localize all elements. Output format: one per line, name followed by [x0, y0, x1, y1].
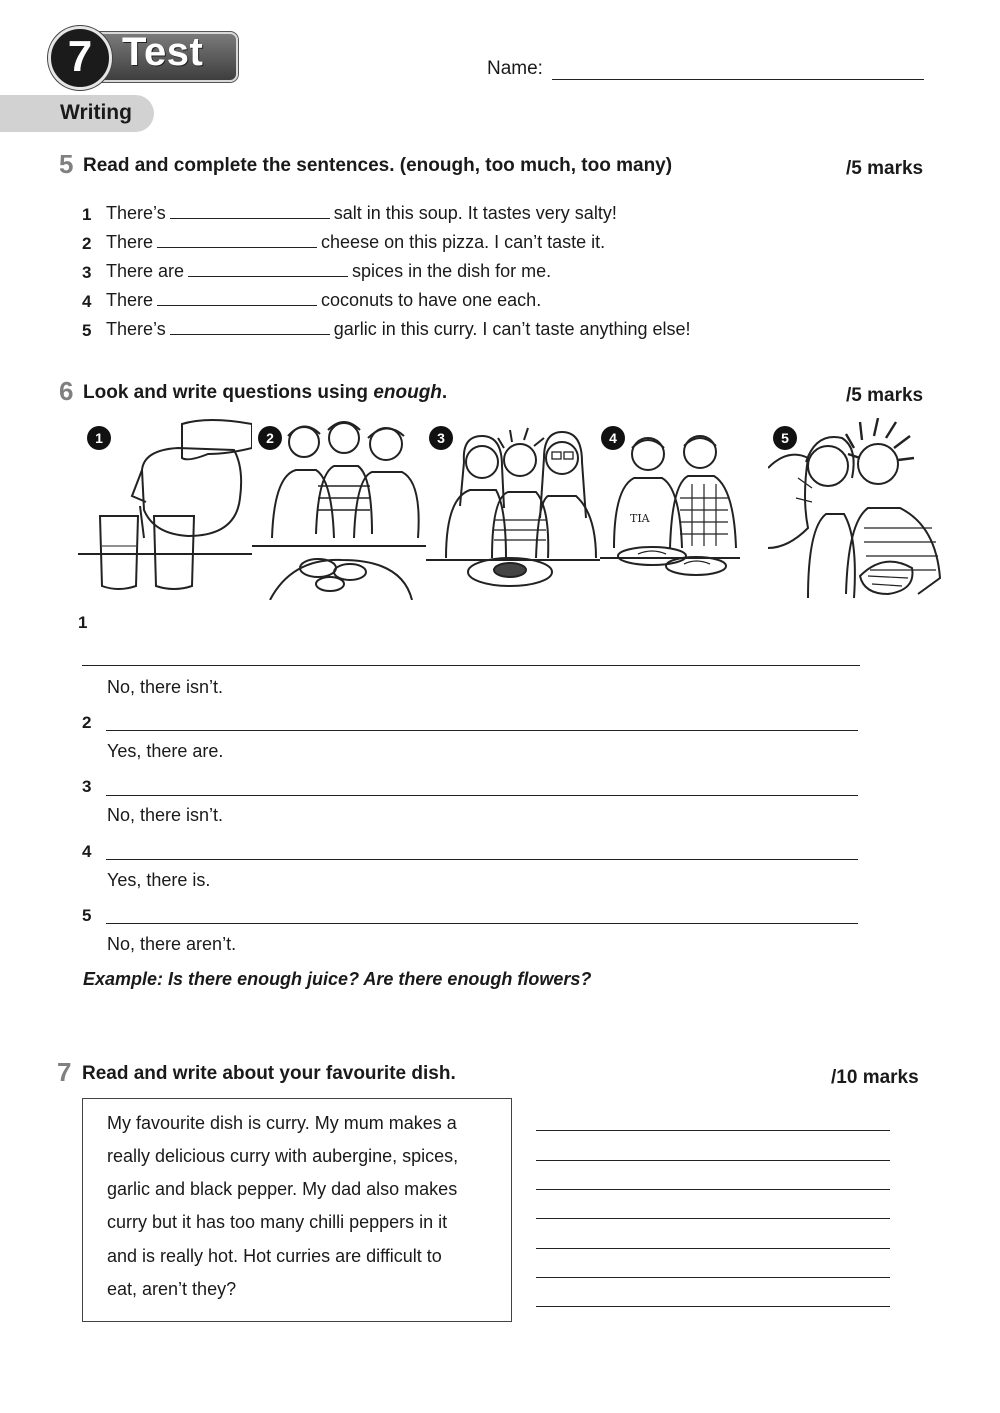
unit-number: 7	[48, 26, 112, 90]
sentence-blank[interactable]	[157, 233, 317, 248]
sentence-text-before: There	[106, 290, 154, 310]
sentence-3	[106, 261, 551, 282]
sentence-text-after: salt in this soup. It tastes very salty!	[333, 203, 617, 223]
exercise-5-marks: /5 marks	[846, 158, 924, 179]
picture-number: 1	[87, 426, 111, 450]
unit-test-logo	[48, 26, 236, 84]
writing-line[interactable]	[536, 1160, 890, 1161]
picture-1	[78, 418, 252, 600]
section-label: Writing	[60, 101, 132, 124]
sentence-number: 1	[82, 205, 92, 224]
sentence-text-after: coconuts to have one each.	[321, 290, 542, 310]
sentence-text-before: There are	[106, 261, 185, 281]
short-answer: No, there isn’t.	[107, 677, 224, 697]
picture-5	[768, 418, 944, 600]
model-text-line: garlic and black pepper. My dad also makes	[107, 1179, 458, 1199]
answer-line[interactable]	[106, 859, 858, 860]
exercise-6-number: 6	[59, 376, 74, 406]
sentence-text-before: There’s	[106, 203, 166, 223]
sentence-text-after: garlic in this curry. I can’t taste anything else!	[333, 319, 691, 339]
exercise-6-title-keyword: enough	[373, 382, 442, 403]
writing-line[interactable]	[536, 1218, 890, 1219]
writing-line[interactable]	[536, 1306, 890, 1307]
model-text-line: curry but it has too many chilli peppers in it	[107, 1212, 448, 1232]
answer-line[interactable]	[82, 665, 860, 666]
section-tab-writing	[0, 95, 154, 132]
svg-text:TIA: TIA	[630, 512, 650, 525]
exercise-7-title: Read and write about your favourite dish.	[82, 1063, 456, 1084]
model-text-line: really delicious curry with aubergine, spices,	[107, 1146, 459, 1166]
sentence-number: 5	[82, 321, 92, 340]
exercise-7-marks: /10 marks	[831, 1067, 919, 1088]
answer-line[interactable]	[106, 730, 858, 731]
exercise-7-number: 7	[57, 1057, 72, 1087]
model-text-line: eat, aren’t they?	[107, 1279, 237, 1299]
question-number: 4	[82, 842, 92, 861]
question-number: 2	[82, 713, 92, 732]
sentence-number: 3	[82, 263, 92, 282]
picture-number: 2	[258, 426, 282, 450]
picture-number: 4	[601, 426, 625, 450]
picture-3	[426, 418, 600, 600]
answer-line[interactable]	[106, 923, 858, 924]
writing-line[interactable]	[536, 1189, 890, 1190]
sentence-blank[interactable]	[170, 320, 330, 335]
sentence-number: 2	[82, 234, 92, 253]
sentence-text-before: There’s	[106, 319, 166, 339]
sentence-1	[106, 203, 617, 224]
writing-line[interactable]	[536, 1277, 890, 1278]
sentence-blank[interactable]	[188, 262, 348, 277]
exercise-5-title: Read and complete the sentences. (enough, too much, too many)	[83, 155, 673, 176]
test-label: Test	[122, 30, 204, 74]
writing-line[interactable]	[536, 1248, 890, 1249]
question-number: 1	[78, 613, 88, 632]
short-answer: No, there isn’t.	[107, 805, 224, 825]
sentence-blank[interactable]	[170, 204, 330, 219]
model-text-line: and is really hot. Hot curries are difficult to	[107, 1246, 442, 1266]
short-answer: Yes, there are.	[107, 741, 224, 761]
picture-number: 5	[773, 426, 797, 450]
question-number: 3	[82, 777, 92, 796]
exercise-6-title	[83, 382, 447, 404]
exercise-6-title-text: Look and write questions using	[83, 382, 374, 403]
writing-line[interactable]	[536, 1130, 890, 1131]
exercise-6-marks: /5 marks	[846, 385, 924, 406]
exercise-5-number: 5	[59, 149, 74, 179]
sentence-5	[106, 319, 691, 340]
picture-4	[600, 418, 770, 600]
sentence-text-after: spices in the dish for me.	[352, 261, 552, 281]
three-girls-rice-icon	[426, 418, 600, 600]
sentence-text-before: There	[106, 232, 154, 252]
model-text-line: My favourite dish is curry. My mum makes a	[107, 1113, 457, 1133]
name-input-line[interactable]	[552, 79, 924, 80]
sentence-text-after: cheese on this pizza. I can’t taste it.	[321, 232, 606, 252]
sentence-2	[106, 232, 605, 253]
short-answer: Yes, there is.	[107, 870, 211, 890]
short-answer: No, there aren’t.	[107, 934, 237, 954]
two-boys-plates-icon	[600, 418, 770, 600]
exercise-6-title-end: .	[441, 382, 448, 403]
sentence-blank[interactable]	[157, 291, 317, 306]
answer-line[interactable]	[106, 795, 858, 796]
picture-number: 3	[429, 426, 453, 450]
sentence-4	[106, 290, 541, 311]
question-number: 5	[82, 906, 92, 925]
picture-2	[252, 418, 426, 600]
example-text: Example: Is there enough juice? Are there enough flowers?	[83, 969, 592, 989]
sentence-number: 4	[82, 292, 92, 311]
name-label: Name:	[487, 58, 543, 79]
